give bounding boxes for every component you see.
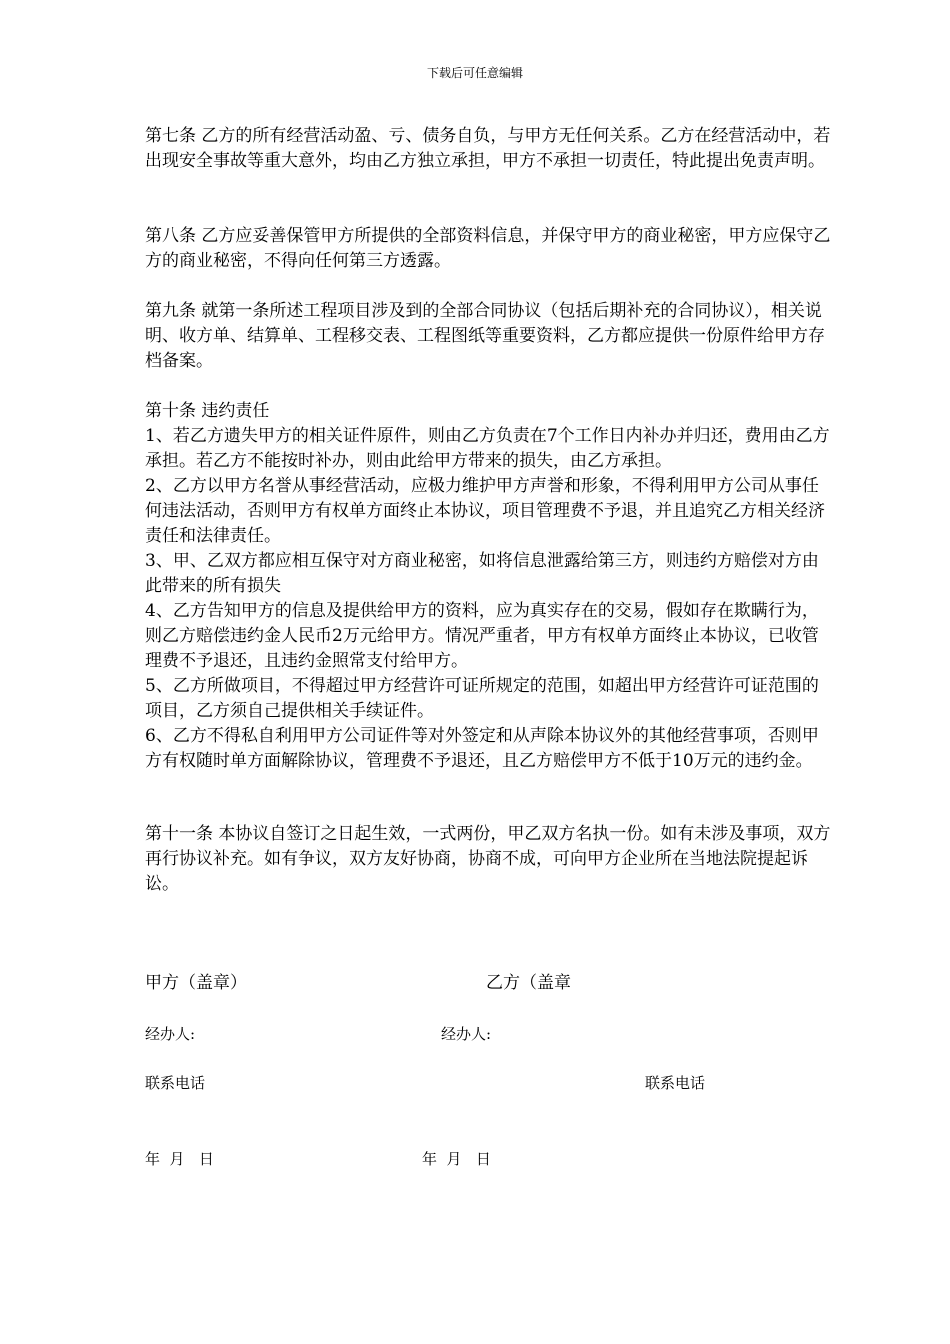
article-10-title: 第十条 违约责任 — [145, 401, 270, 421]
article-7 — [145, 124, 835, 174]
party-a-phone-label: 联系电话 — [145, 1074, 206, 1092]
article-10-item-3: 3、甲、乙双方都应相互保守对方商业秘密，如将信息泄露给第三方，则违约方赔偿对方由此带来的所有损失 — [145, 551, 819, 596]
page-header: 下载后可任意编辑 — [426, 66, 523, 80]
article-7-text: 第七条 乙方的所有经营活动盈、亏、债务自负，与甲方无任何关系。乙方在经营活动中，若出现安全事故等重大意外，均由乙方独立承担，甲方不承担一切责任，特此提出免责声明。 — [145, 126, 831, 171]
party-a-seal-label: 甲方（盖章） — [145, 973, 247, 993]
party-b-date-label: 年 月 日 — [422, 1150, 491, 1168]
article-11-text: 第十一条 本协议自签订之日起生效，一式两份，甲乙双方名执一份。如有未涉及事项，双方再行协议补充。如有争议，双方友好协商，协商不成，可向甲方企业所在当地法院提起诉讼。 — [145, 824, 831, 894]
article-8 — [145, 224, 835, 274]
article-8-text: 第八条 乙方应妥善保管甲方所提供的全部资料信息，并保守甲方的商业秘密，甲方应保守乙方的商业秘密，不得向任何第三方透露。 — [145, 226, 831, 271]
article-10-item-6: 6、乙方不得私自利用甲方公司证件等对外签定和从声除本协议外的其他经营事项，否则甲方有权随时单方面解除协议，管理费不予退还，且乙方赔偿甲方不低于10万元的违约金。 — [145, 726, 819, 771]
party-a-agent-label: 经办人: — [145, 1025, 196, 1043]
article-11 — [145, 822, 835, 897]
article-10 — [145, 399, 835, 774]
article-10-item-1: 1、若乙方遗失甲方的相关证件原件，则由乙方负责在7个工作日内补办并归还，费用由乙方承担。若乙方不能按时补办，则由此给甲方带来的损失，由乙方承担。 — [145, 426, 830, 471]
party-b-seal-label: 乙方（盖章 — [486, 973, 571, 993]
party-b-agent-label: 经办人: — [441, 1025, 492, 1043]
article-10-item-4: 4、乙方告知甲方的信息及提供给甲方的资料，应为真实存在的交易，假如存在欺瞒行为，则乙方赔偿违约金人民币2万元给甲方。情况严重者，甲方有权单方面终止本协议，已收管理费不予退还，且违约金照常支付给甲方。 — [145, 601, 819, 671]
article-10-item-5: 5、乙方所做项目，不得超过甲方经营许可证所规定的范围，如超出甲方经营许可证范围的项目，乙方须自己提供相关手续证件。 — [145, 676, 819, 721]
party-a-date-label: 年 月 日 — [145, 1150, 214, 1168]
article-10-item-2: 2、乙方以甲方名誉从事经营活动，应极力维护甲方声誉和形象，不得利用甲方公司从事任何违法活动，否则甲方有权单方面终止本协议，项目管理费不予退，并且追究乙方相关经济责任和法律责任。 — [145, 476, 825, 546]
article-9-text: 第九条 就第一条所述工程项目涉及到的全部合同协议（包括后期补充的合同协议），相关说明、收方单、结算单、工程移交表、工程图纸等重要资料，乙方都应提供一份原件给甲方存档备案。 — [145, 301, 825, 371]
article-9 — [145, 299, 835, 374]
party-b-phone-label: 联系电话 — [645, 1074, 706, 1092]
